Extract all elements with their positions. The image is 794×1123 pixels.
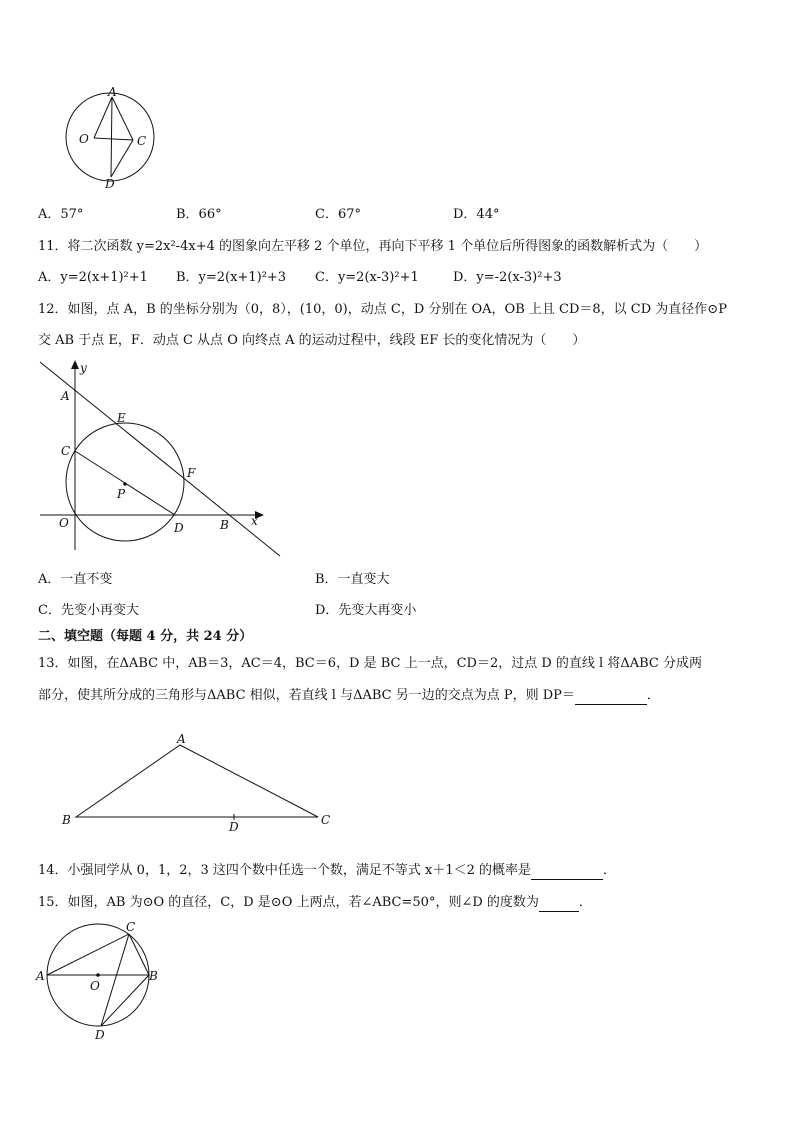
q13-figure (60, 732, 350, 835)
q15-line-ac (47, 934, 129, 975)
q14-stem: 14．小强同学从 0，1，2，3 这四个数中任选一个数，满足不等式 x＋1＜2 的概率是 (38, 863, 532, 878)
q14-tail: ． (603, 863, 617, 878)
q15-label-b: B (149, 969, 158, 983)
q15-point-o (96, 973, 100, 977)
q12-label-o: O (59, 516, 69, 530)
q12-stem-line2: 交 AB 于点 E，F．动点 C 从点 O 向终点 A 的运动过程中，线段 EF 长的变化情况为（ ） (38, 333, 586, 348)
q13-label-c: C (321, 813, 331, 827)
q11-option-c: C．y=2(x-3)²+1 (315, 270, 419, 285)
q10-label-d: D (105, 177, 115, 191)
q10-option-c: C．67° (315, 207, 361, 222)
q12-label-b: B (220, 518, 229, 532)
q13-triangle-abc (76, 745, 318, 817)
q15-label-a: A (36, 969, 45, 983)
q15-tail: ． (578, 895, 592, 910)
section2-title: 二、填空题（每题 4 分，共 24 分） (38, 629, 253, 644)
q10-option-a: A．57° (38, 207, 84, 222)
q11-option-a: A．y=2(x+1)²+1 (38, 270, 148, 285)
q13-label-a: A (177, 732, 186, 746)
q12-circle-p (66, 423, 184, 541)
q12-label-p: P (117, 487, 126, 501)
q10-option-d: D．44° (453, 207, 500, 222)
q13-label-b: B (62, 813, 71, 827)
q12-label-d: D (174, 521, 184, 535)
q12-label-f: F (187, 466, 196, 480)
q10-label-o: O (79, 132, 89, 146)
q12-label-x: x (251, 514, 258, 528)
q15-label-o: O (90, 979, 100, 993)
q12-option-a: A．一直不变 (38, 572, 113, 587)
q15-label-d: D (95, 1028, 105, 1042)
q12-stem-line1: 12．如图，点 A，B 的坐标分别为（0，8），(10，0)，动点 C，D 分别在 OA，OB 上且 CD＝8，以 CD 为直径作⊙P (38, 302, 727, 317)
q12-label-y: y (80, 361, 87, 375)
q11-option-d: D．y=-2(x-3)²+3 (453, 270, 562, 285)
q15-answer-blank[interactable] (539, 897, 579, 912)
q15-figure (35, 918, 165, 1043)
q12-label-c: C (61, 444, 71, 458)
q15-row (38, 894, 592, 912)
q10-line-oc (94, 138, 133, 140)
q13-label-d: D (229, 820, 239, 834)
q14-answer-blank[interactable] (531, 865, 603, 880)
q10-line-oa (94, 97, 112, 138)
q10-figure (45, 85, 165, 195)
q11-option-b: B．y=2(x+1)²+3 (176, 270, 287, 285)
q12-option-b: B．一直变大 (315, 572, 390, 587)
q15-line-cb (129, 934, 149, 975)
q12-figure (35, 360, 285, 560)
q10-label-a: A (108, 85, 117, 99)
q15-line-cd (101, 934, 129, 1026)
q14-row (38, 862, 616, 880)
q10-option-b: B．66° (176, 207, 222, 222)
q13-stem-line1: 13．如图，在ΔABC 中，AB＝3，AC＝4，BC＝6，D 是 BC 上一点，CD＝2，过点 D 的直线 l 将ΔABC 分成两 (38, 656, 702, 671)
q10-line-cd (111, 140, 133, 177)
q12-line-ab (40, 362, 280, 556)
q13-tail: ． (646, 688, 660, 703)
q12-option-d: D．先变大再变小 (315, 603, 417, 618)
q10-label-c: C (137, 134, 147, 148)
q15-label-c: C (126, 920, 136, 934)
q15-stem: 15．如图，AB 为⊙O 的直径，C，D 是⊙O 上两点，若∠ABC=50°，则∠D 的度数为 (38, 895, 539, 910)
q10-line-ac (112, 97, 133, 140)
q12-option-c: C．先变小再变大 (38, 603, 139, 618)
q11-stem: 11．将二次函数 y=2x²-4x+4 的图象向左平移 2 个单位，再向下平移 1 个单位后所得图象的函数解析式为（ ） (38, 239, 708, 254)
q12-label-e: E (117, 411, 126, 425)
q13-stem-line2-row (38, 687, 660, 705)
q13-answer-blank[interactable] (575, 690, 647, 705)
q10-line-ad (111, 97, 112, 177)
q12-label-a: A (61, 389, 70, 403)
q12-y-arrow (71, 360, 79, 369)
q12-point-p (123, 482, 127, 486)
q13-stem-line2: 部分，使其所分成的三角形与ΔABC 相似，若直线 l 与ΔABC 另一边的交点为点 P，则 DP＝ (38, 688, 575, 703)
